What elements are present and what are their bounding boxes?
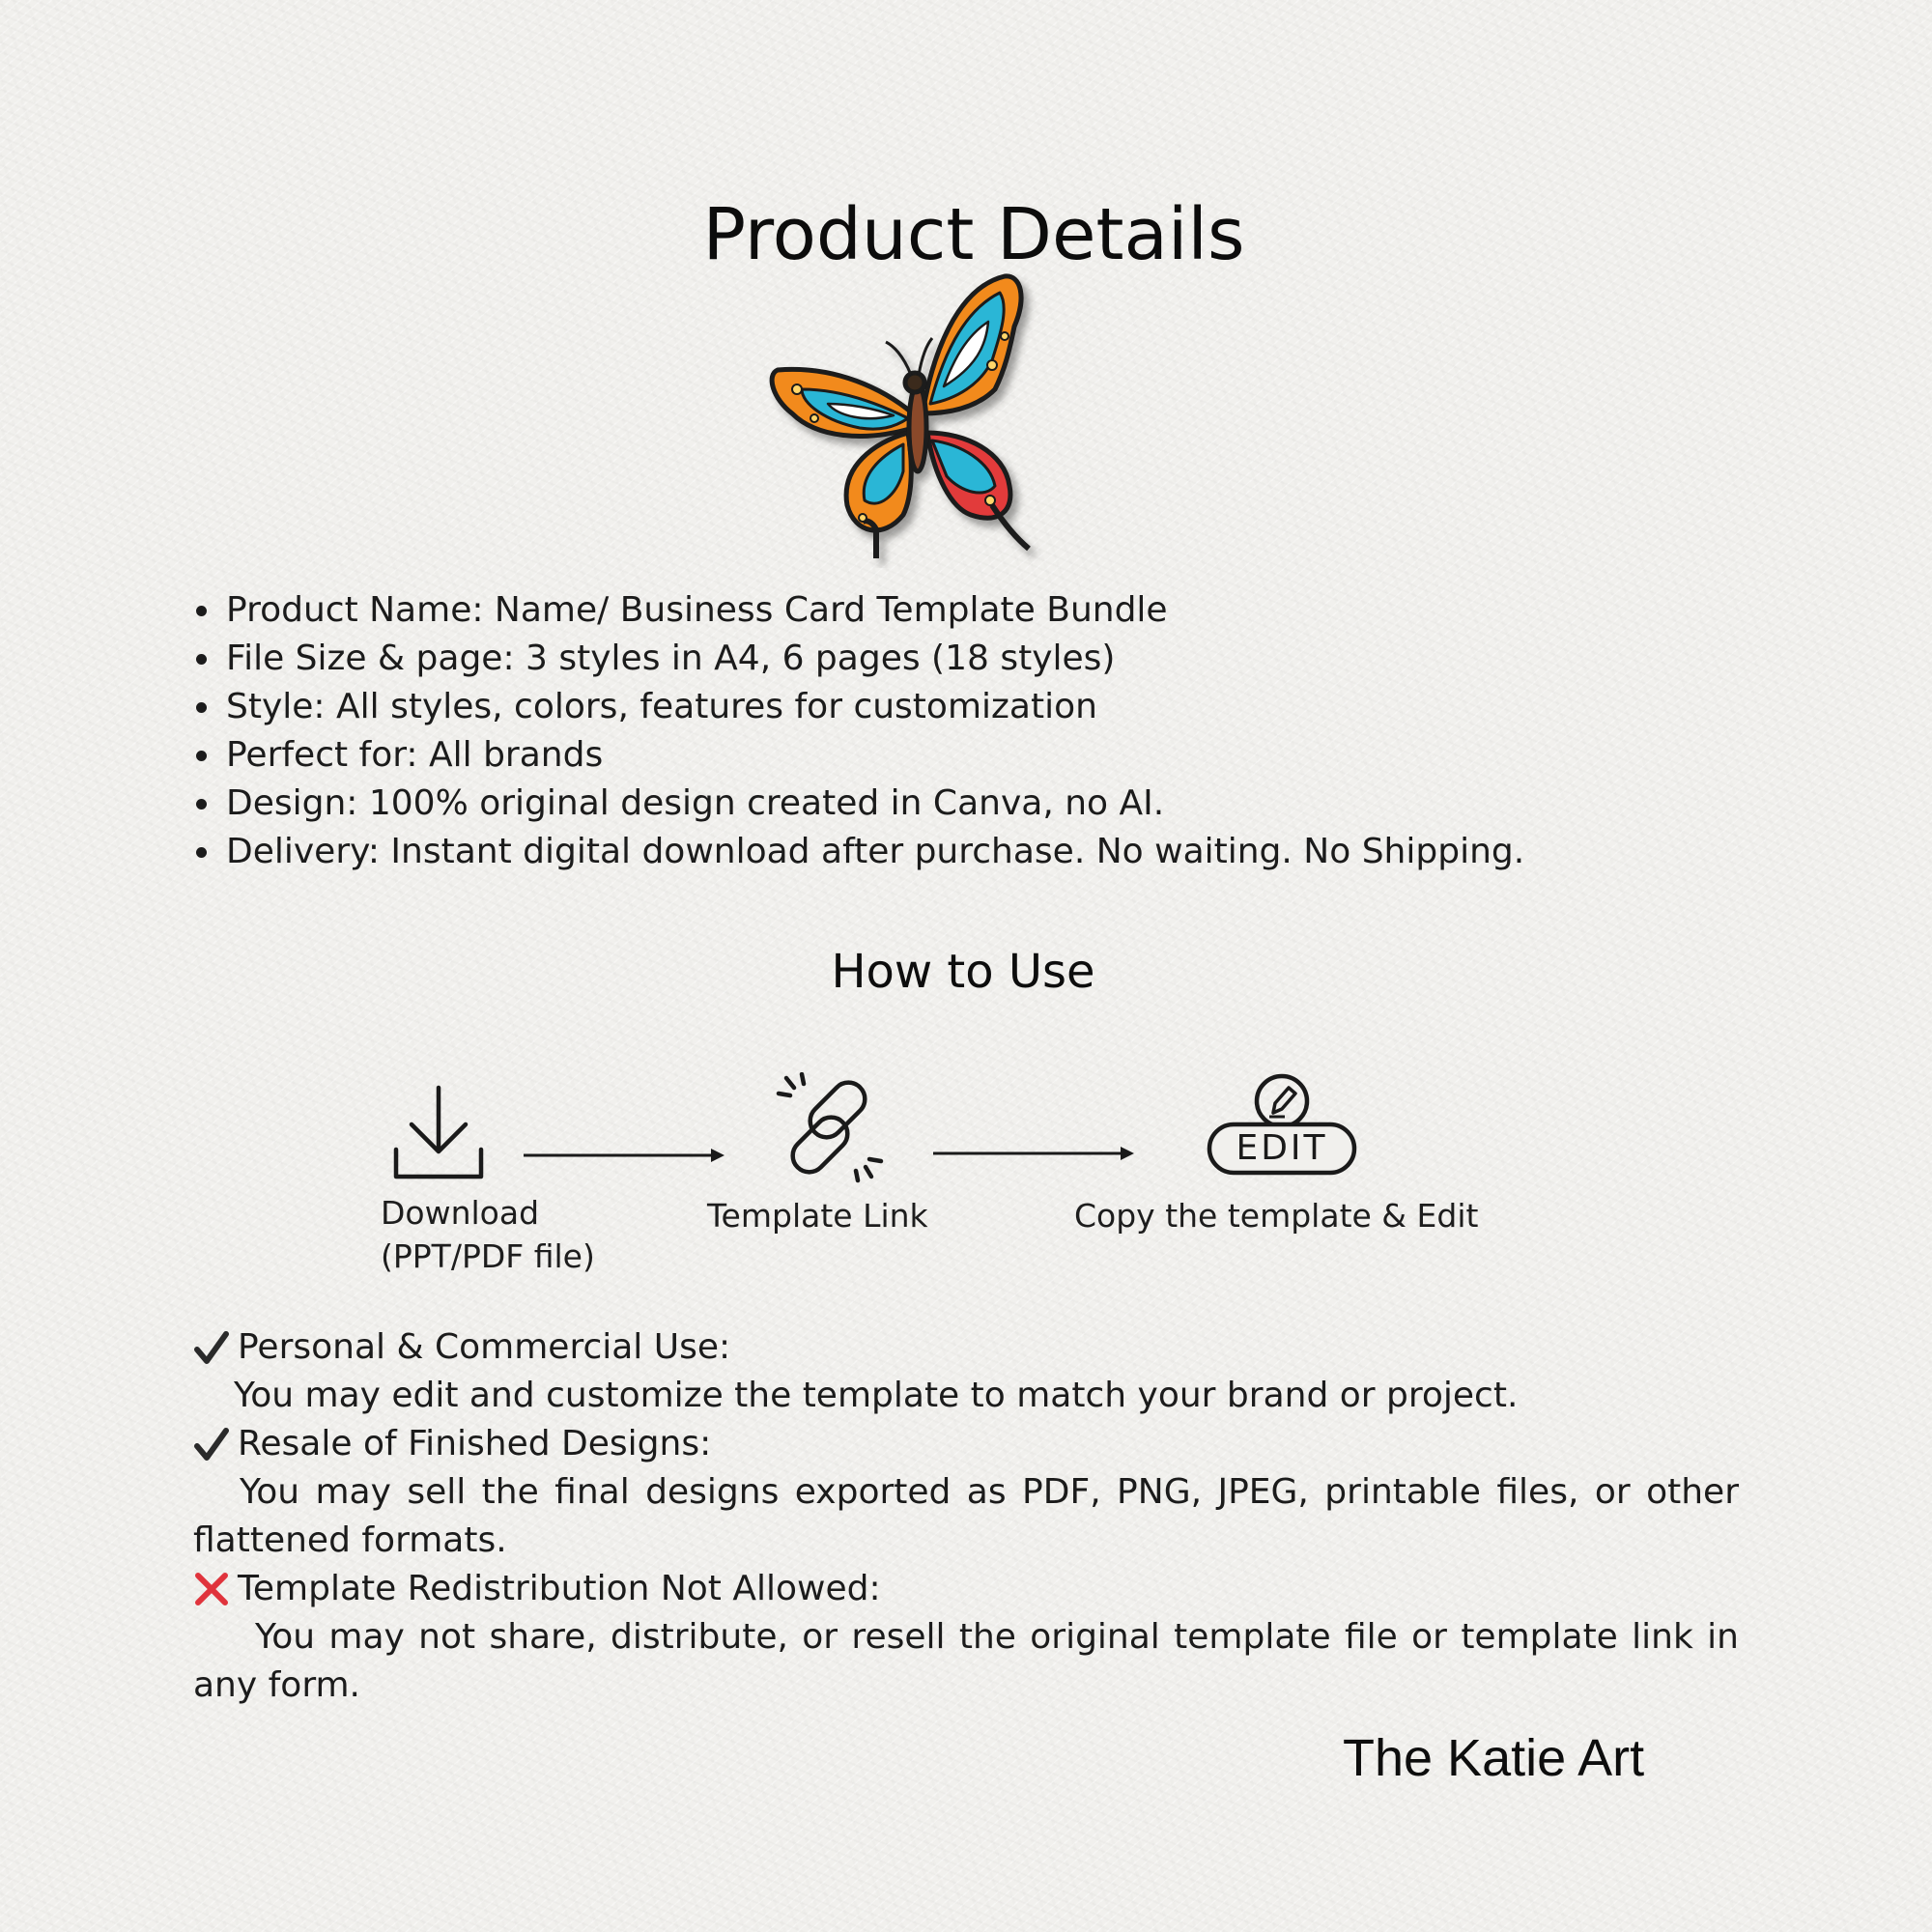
- check-icon: [193, 1425, 230, 1463]
- term-body: You may sell the final designs exported as PDF, PNG, JPEG, printable files, or other flattened formats.: [193, 1472, 1739, 1560]
- bullet-icon: [196, 654, 207, 665]
- list-item: [196, 635, 1838, 683]
- arrow-icon: [931, 1142, 1136, 1165]
- link-icon: [775, 1072, 887, 1184]
- detail-perfect-for: Perfect for: All brands: [226, 735, 604, 775]
- bullet-icon: [196, 847, 207, 858]
- detail-style: Style: All styles, colors, features for customization: [226, 687, 1097, 726]
- detail-file-size: File Size & page: 3 styles in A4, 6 pages (18 styles): [226, 639, 1116, 678]
- term-heading: Resale of Finished Designs:: [238, 1424, 712, 1463]
- how-to-use-heading: How to Use: [831, 945, 1095, 999]
- edit-badge-text: EDIT: [1236, 1128, 1328, 1168]
- bullet-icon: [196, 751, 207, 761]
- usage-terms: [193, 1323, 1739, 1710]
- list-item: [196, 586, 1838, 635]
- download-label: Download: [381, 1194, 540, 1232]
- page-title: Product Details: [702, 193, 1245, 276]
- bullet-icon: [196, 606, 207, 616]
- detail-product-name: Product Name: Name/ Business Card Template Bundle: [226, 590, 1168, 630]
- arrow-icon: [522, 1144, 726, 1167]
- term-heading: Template Redistribution Not Allowed:: [238, 1569, 881, 1608]
- download-sublabel: (PPT/PDF file): [381, 1237, 595, 1275]
- term-resale: [193, 1420, 1739, 1468]
- bullet-icon: [196, 799, 207, 810]
- list-item: [196, 731, 1838, 780]
- check-icon: [193, 1328, 230, 1367]
- cross-icon: [193, 1570, 230, 1608]
- term-personal-commercial: [193, 1323, 1739, 1372]
- template-link-label: Template Link: [707, 1197, 928, 1235]
- product-details-list: [196, 586, 1838, 876]
- detail-delivery: Delivery: Instant digital download after purchase. No waiting. No Shipping.: [226, 832, 1525, 871]
- list-item: [196, 780, 1838, 828]
- term-body: You may not share, distribute, or resell the original template file or template link in any form.: [193, 1617, 1739, 1705]
- brand-signature: The Katie Art: [1343, 1729, 1645, 1787]
- term-heading: Personal & Commercial Use:: [238, 1327, 731, 1367]
- detail-design: Design: 100% original design created in Canva, no AI.: [226, 783, 1165, 823]
- download-icon: [390, 1084, 487, 1182]
- copy-edit-label: Copy the template & Edit: [1074, 1197, 1479, 1235]
- list-item: [196, 683, 1838, 731]
- butterfly-icon: [768, 269, 1058, 568]
- bullet-icon: [196, 702, 207, 713]
- list-item: [196, 828, 1838, 876]
- term-redistribution: [193, 1565, 1739, 1613]
- term-body: You may edit and customize the template to match your brand or project.: [234, 1376, 1519, 1415]
